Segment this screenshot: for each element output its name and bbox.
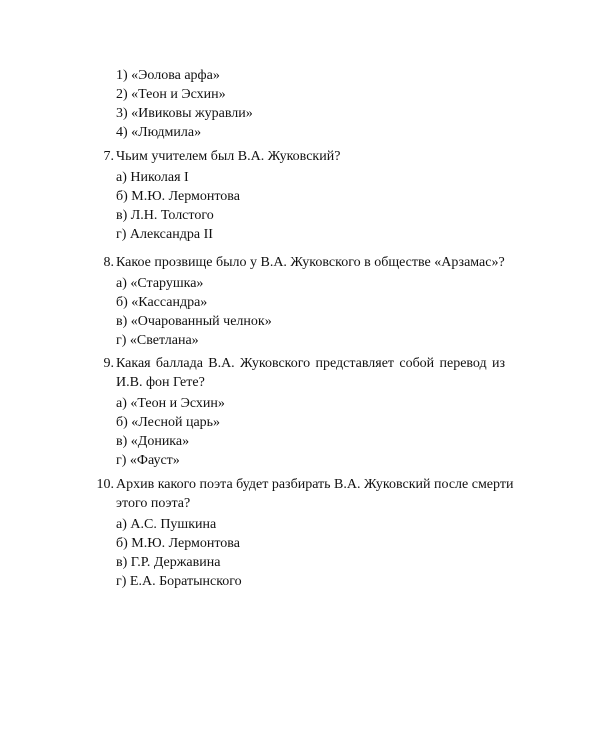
answer-options — [116, 274, 600, 350]
answer-option: б) М.Ю. Лермонтова — [116, 189, 240, 204]
option-3: 3) «Ивиковы журавли» — [116, 106, 253, 121]
question-number: 9. — [103, 356, 114, 371]
answer-option: а) «Старушка» — [116, 276, 204, 291]
answer-option: г) «Светлана» — [116, 333, 199, 348]
answer-option: а) Николая I — [116, 170, 189, 185]
answer-option: г) Александра II — [116, 227, 213, 242]
question-text: Какое прозвище было у В.А. Жуковского в обществе «Арзамас»? — [116, 255, 505, 270]
answer-option: а) А.С. Пушкина — [116, 517, 217, 532]
answer-option: в) «Доника» — [116, 434, 190, 449]
answer-options — [116, 168, 600, 244]
question-number: 8. — [103, 255, 114, 270]
answer-options — [116, 394, 600, 470]
previous-question-options — [116, 66, 253, 142]
question-10 — [0, 475, 600, 591]
answer-options — [116, 515, 600, 591]
question-8 — [0, 253, 600, 350]
question-text: Чьим учителем был В.А. Жуковский? — [116, 149, 341, 164]
answer-option: г) «Фауст» — [116, 453, 180, 468]
question-number: 10. — [96, 477, 114, 492]
option-1: 1) «Эолова арфа» — [116, 68, 220, 83]
question-text-line: И.В. фон Гете? — [116, 375, 205, 390]
question-text-line: Архив какого поэта будет разбирать В.А. Жуковский после смерти — [116, 477, 514, 492]
answer-option: в) Л.Н. Толстого — [116, 208, 214, 223]
question-text-line: этого поэта? — [116, 496, 191, 511]
answer-option: б) «Кассандра» — [116, 295, 208, 310]
answer-option: г) Е.А. Боратынского — [116, 574, 242, 589]
answer-option: в) Г.Р. Державина — [116, 555, 221, 570]
answer-option: б) «Лесной царь» — [116, 415, 221, 430]
question-text — [116, 354, 505, 392]
option-2: 2) «Теон и Эсхин» — [116, 87, 226, 102]
question-text-line: Какая баллада В.А. Жуковского представляет собой перевод из — [116, 356, 505, 371]
question-7 — [0, 147, 600, 244]
option-4: 4) «Людмила» — [116, 125, 202, 140]
answer-option: а) «Теон и Эсхин» — [116, 396, 225, 411]
answer-option: в) «Очарованный челнок» — [116, 314, 272, 329]
question-number: 7. — [103, 149, 114, 164]
answer-option: б) М.Ю. Лермонтова — [116, 536, 240, 551]
question-9 — [0, 354, 600, 470]
question-text — [116, 475, 514, 513]
